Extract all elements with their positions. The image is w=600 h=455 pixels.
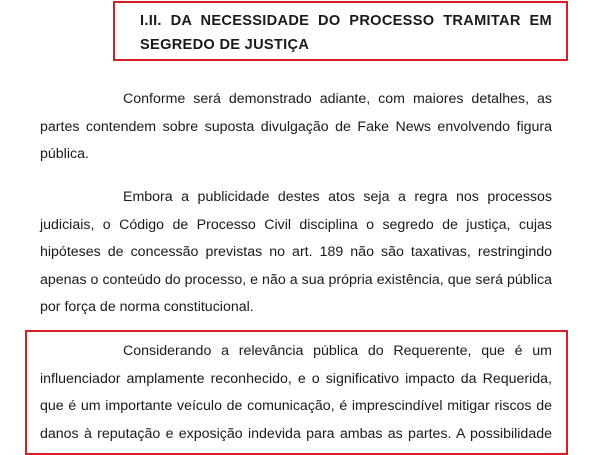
paragraph-line: Conforme será demonstrado adiante, com maiores detalhes, as	[123, 91, 552, 107]
paragraph-line: partes contendem sobre suposta divulgação de Fake News envolvendo figura	[40, 118, 552, 135]
section-heading-line-1: I.II. DA NECESSIDADE DO PROCESSO TRAMITAR EM	[140, 13, 552, 29]
section-heading-line-2: SEGREDO DE JUSTIÇA	[140, 37, 310, 53]
paragraph-line: danos à reputação e exposição indevida para ambas as partes. A possibilidade	[40, 425, 552, 442]
paragraph-line: apenas o conteúdo do processo, e não a sua própria existência, que será pública	[40, 271, 552, 288]
paragraph-line: hipóteses de concessão previstas no art. 189 não são taxativas, restringindo	[40, 244, 552, 260]
paragraph-line: Considerando a relevância pública do Requerente, que é um	[123, 343, 552, 359]
paragraph-3	[40, 338, 552, 448]
paragraph-line: pública.	[40, 146, 89, 162]
paragraph-line: por força de norma constitucional.	[40, 299, 254, 315]
paragraph-1	[40, 86, 552, 169]
paragraph-2	[40, 184, 552, 322]
paragraph-line: judiciais, o Código de Processo Civil disciplina o segredo de justiça, cujas	[40, 216, 552, 233]
paragraph-line: Embora a publicidade destes atos seja a regra nos processos	[123, 189, 552, 205]
paragraph-line: influenciador amplamente reconhecido, e o significativo impacto da Requerida,	[40, 370, 552, 387]
section-heading	[140, 9, 552, 57]
paragraph-line: que é um importante veículo de comunicação, é imprescindível mitigar riscos de	[40, 398, 552, 414]
